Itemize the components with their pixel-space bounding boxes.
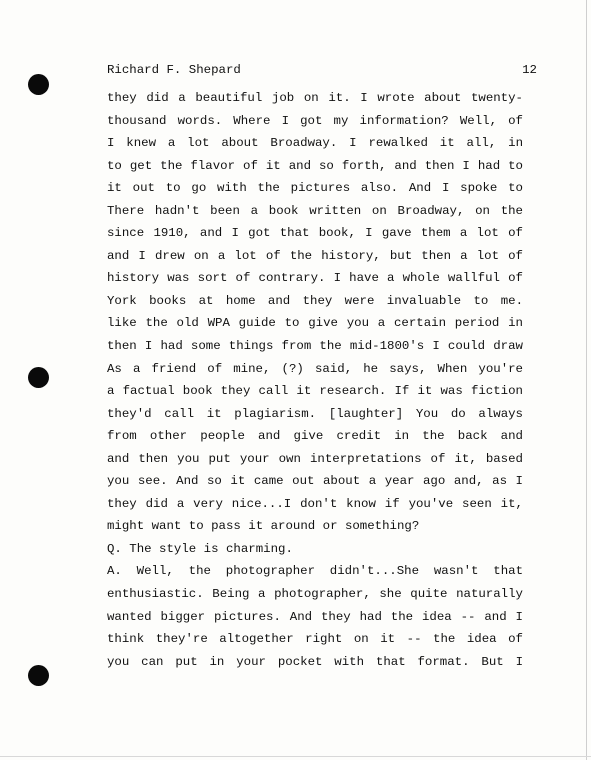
transcript-line: history was sort of contrary. I have a whole wallful of bbox=[107, 271, 523, 286]
header-author: Richard F. Shepard bbox=[107, 63, 241, 77]
transcript-line: since 1910, and I got that book, I gave them a lot of bbox=[107, 226, 523, 241]
transcript-line: think they're altogether right on it -- the idea of bbox=[107, 632, 523, 647]
transcript-line: enthusiastic. Being a photographer, she quite naturally bbox=[107, 587, 523, 602]
transcript-line: they did a very nice...I don't know if you've seen it, bbox=[107, 496, 523, 511]
transcript-line: like the old WPA guide to give you a certain period in bbox=[107, 316, 523, 331]
transcript-line: then I had some things from the mid-1800's I could draw bbox=[107, 339, 523, 354]
transcript-line: A. Well, the photographer didn't...She wasn't that bbox=[107, 564, 523, 579]
page-edge-right bbox=[586, 0, 587, 760]
transcript-line: you see. And so it came out about a year ago and, as I bbox=[107, 474, 523, 489]
page-number: 12 bbox=[522, 63, 537, 77]
transcript-line: I knew a lot about Broadway. I rewalked it all, in bbox=[107, 136, 523, 151]
punch-hole-bottom bbox=[28, 665, 49, 686]
transcript-line: they did a beautiful job on it. I wrote about twenty- bbox=[107, 91, 523, 105]
transcript-line: There hadn't been a book written on Broadway, on the bbox=[107, 203, 523, 218]
transcript-line: and I drew on a lot of the history, but then a lot of bbox=[107, 248, 523, 263]
transcript-line: York books at home and they were invaluable to me. bbox=[107, 293, 523, 308]
transcript-line: you can put in your pocket with that format. But I bbox=[107, 654, 523, 669]
transcript-line: might want to pass it around or something? bbox=[107, 519, 420, 534]
transcript-line: a factual book they call it research. If it was fiction bbox=[107, 384, 523, 399]
punch-hole-top bbox=[28, 74, 49, 95]
transcript-line: it out to go with the pictures also. And I spoke to bbox=[107, 181, 523, 196]
page-edge-bottom bbox=[0, 756, 591, 757]
punch-hole-middle bbox=[28, 367, 49, 388]
transcript-line: wanted bigger pictures. And they had the idea -- and I bbox=[107, 609, 523, 624]
transcript-line: from other people and give credit in the back and bbox=[107, 429, 523, 444]
transcript-line: thousand words. Where I got my information? Well, of bbox=[107, 113, 523, 128]
transcript-line: Q. The style is charming. bbox=[107, 541, 293, 556]
transcript-line: they'd call it plagiarism. [laughter] You do always bbox=[107, 406, 523, 421]
transcript-line: to get the flavor of it and so forth, and then I had to bbox=[107, 158, 523, 173]
transcript-line: and then you put your own interpretations of it, based bbox=[107, 451, 523, 466]
transcript-body bbox=[107, 87, 523, 673]
transcript-line: As a friend of mine, (?) said, he says, When you're bbox=[107, 361, 523, 376]
